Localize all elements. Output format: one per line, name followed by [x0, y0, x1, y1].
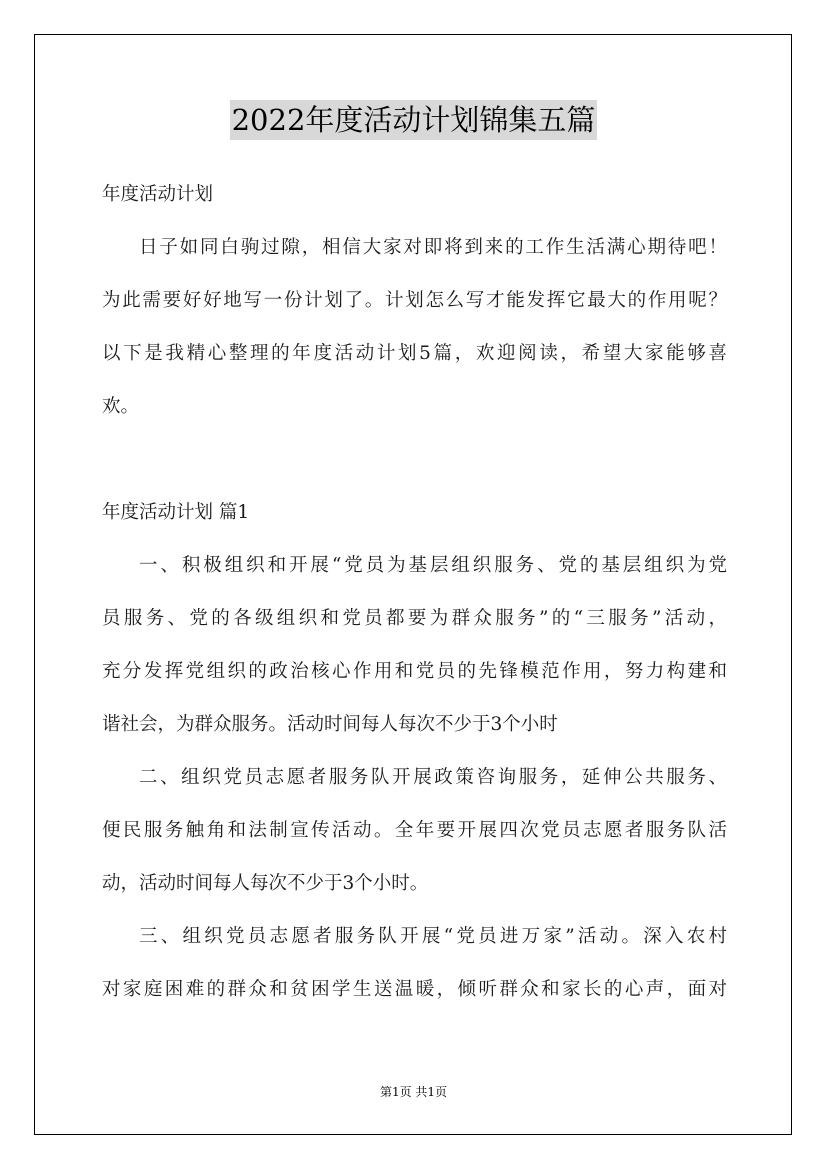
item2-line: 动，活动时间每人每次不少于3个小时。: [102, 873, 429, 894]
item2-line: 便民服务触角和法制宣传活动。全年要开展四次党员志愿者服务队活: [102, 820, 727, 841]
document-title: 2022年度活动计划锦集五篇: [230, 100, 598, 140]
item1-line: 谐社会，为群众服务。活动时间每人每次不少于3个小时: [102, 714, 558, 735]
item2-line: 二、组织党员志愿者服务队开展政策咨询服务，延伸公共服务、: [139, 767, 727, 788]
intro-line: 以下是我精心整理的年度活动计划5篇，欢迎阅读，希望大家能够喜: [102, 343, 727, 364]
item1-line: 员服务、党的各级组织和党员都要为群众服务”的“三服务”活动，: [102, 608, 727, 629]
item3-line: 对家庭困难的群众和贫困学生送温暖，倾听群众和家长的心声，面对: [102, 979, 727, 1000]
intro-line: 欢。: [102, 396, 140, 417]
title-container: [0, 100, 827, 140]
item1-line: 充分发挥党组织的政治核心作用和党员的先锋模范作用，努力构建和: [102, 661, 727, 682]
paragraph-gap: [102, 433, 727, 486]
intro-line: 为此需要好好地写一份计划了。计划怎么写才能发挥它最大的作用呢？: [102, 290, 727, 311]
page-footer: 第1页 共1页: [379, 1085, 448, 1099]
item3-line: 三、组织党员志愿者服务队开展“党员进万家”活动。深入农村: [139, 926, 727, 947]
section-heading: 年度活动计划 篇1: [102, 502, 250, 523]
intro-line: 日子如同白驹过隙，相信大家对即将到来的工作生活满心期待吧！: [139, 237, 727, 258]
document-body: [102, 168, 727, 1016]
item1-line: 一、积极组织和开展“党员为基层组织服务、党的基层组织为党: [139, 555, 727, 576]
intro-heading: 年度活动计划: [102, 184, 214, 205]
